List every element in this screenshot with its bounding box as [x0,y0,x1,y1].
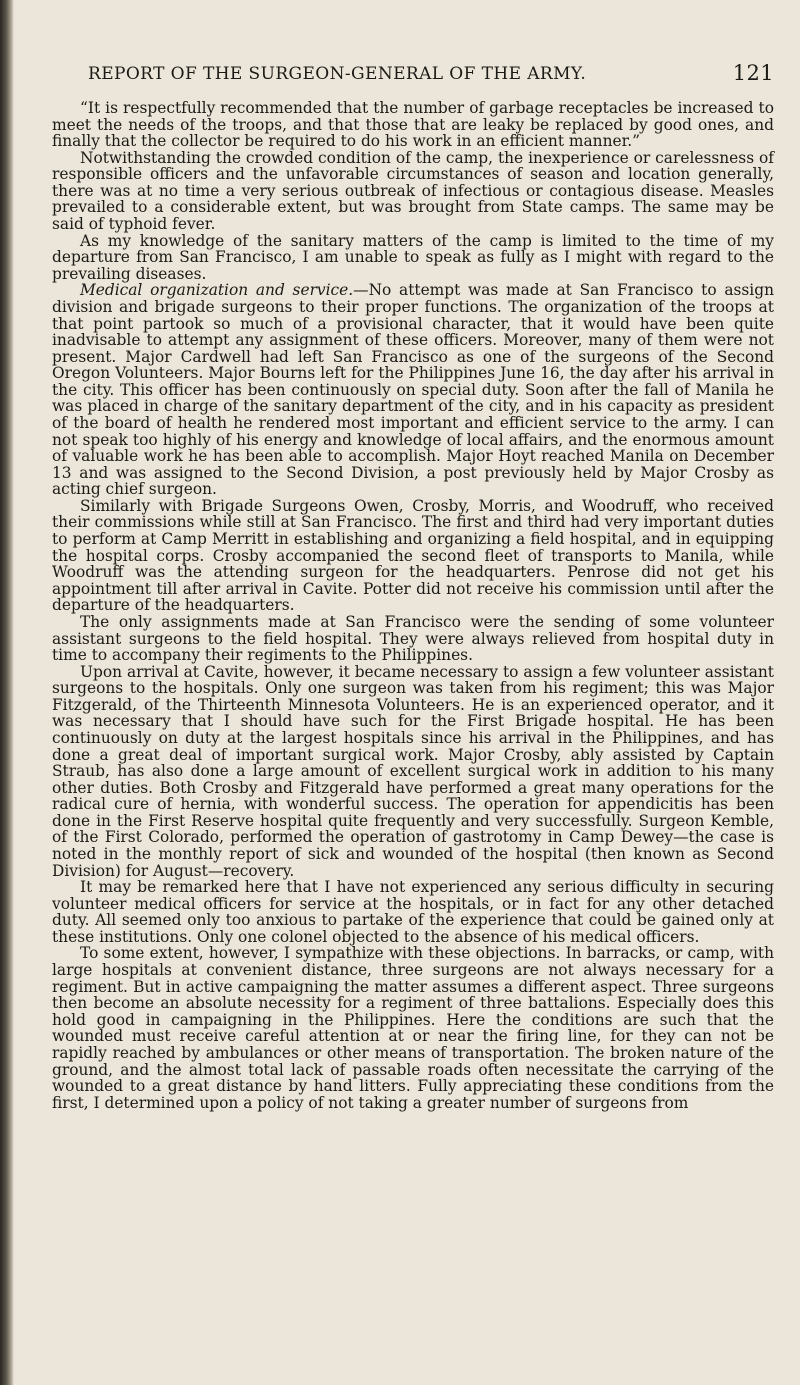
paragraph-cavite-arrival [52,664,774,880]
paragraph-volunteer-officers [52,879,774,945]
paragraph-text: To some extent, however, I sympathize with these objections. In barracks, or camp, with large hospitals at convenient distance, three surgeons are not always necessary for a regiment. But in active campaigning the matter assumes a different aspect. Three surgeons then become an absolute necessity for a regiment of three battalions. Especially does this hold good in campaigning in the Philippines. Here the conditions are such that the wounded must receive careful attention at or near the firing line, for they can not be rapidly reached by ambulances or other means of transportation. The broken nature of the ground, and the almost total lack of passable roads often necessitate the carrying of the wounded to a great distance by hand litters. Fully appreciating these conditions from the first, I determined upon a policy of not taking a greater number of surgeons from [52,944,774,1112]
paragraph-text: “It is respectfully recommended that the number of garbage receptacles be increased to meet the needs of the troops, and that those that are leaky be replaced by good ones, and finally that the collector be required to do his work in an efficient manner.” [52,99,774,151]
paragraph-text: As my knowledge of the sanitary matters of the camp is limited to the time of my departure from San Francisco, I am unable to speak as fully as I might with regard to the prevailing diseases. [52,231,774,283]
paragraph-camp-condition [52,150,774,233]
paragraph-text: Similarly with Brigade Surgeons Owen, Crosby, Morris, and Woodruff, who received their commissions while still at San Francisco. The first and third had very important duties to perform at Camp Merritt in establishing and organizing a field hospital, and in equipping the hospital corps. Crosby accompanied the second fleet of transports to Manila, while Woodruff was the attending surgeon for the headquarters. Penrose did not get his appointment till after arrival in Cavite. Potter did not receive his commission until after the departure of the headquarters. [52,496,774,615]
paragraph-text: —No attempt was made at San Francisco to assign division and brigade surgeons to their proper functions. The organization of the troops at that point partook so much of a provisional character, that it would have been quite inadvisable to attempt any assignment of these officers. Moreover, many of them were not present. Major Cardwell had left San Francisco as one of the surgeons of the Second Oregon Volunteers. Major Bourns left for the Philippines June 16, the day after his arrival in the city. This officer has been continuously on special duty. Soon after the fall of Manila he was placed in charge of the sanitary department of the city, and in his capacity as president of the board of health he rendered most important and efficient service to the army. I can not speak too highly of his energy and knowledge of local affairs, and the enormous amount of valuable work he has been able to accomplish. Major Hoyt reached Manila on December 13 and was assigned to the Second Division, a post previously held by Major Crosby as acting chief surgeon. [52,281,774,499]
running-head-title: REPORT OF THE SURGEON-GENERAL OF THE ARMY. [88,64,587,84]
paragraph-text: Notwithstanding the crowded condition of the camp, the inexperience or carelessness of responsible officers and the unfavorable circumstances of season and location generally, there was at no time a very serious outbreak of infectious or contagious disease. Measles prevailed to a considerable extent, but was brought from State camps. The same may be said of typhoid fever. [52,148,774,234]
running-head [84,61,774,90]
paragraph-brigade-surgeons [52,498,774,614]
paragraph-text: It may be remarked here that I have not experienced any serious difficulty in securing volunteer medical officers for service at the hospitals, or in fact for any other detached duty. All seemed only too anxious to partake of the experience that could be gained only at these institutions. Only one colonel objected to the absence of his medical officers. [52,878,774,946]
paragraph-assignments [52,614,774,664]
paragraph-quote-garbage [52,100,774,150]
paragraph-text: Upon arrival at Cavite, however, it became necessary to assign a few volunteer assistant surgeons to the hospitals. Only one surgeon was taken from his regiment; this was Major Fitzgerald, of the Thirteenth Minnesota Volunteers. He is an experienced operator, and it was necessary that I should have such for the First Brigade hospital. He has been continuously on duty at the largest hospitals since his arrival in the Philippines, and has done a great deal of important surgical work. Major Crosby, ably assisted by Captain Straub, has also done a large amount of excellent surgical work in addition to his many other duties. Both Crosby and Fitzgerald have performed a great many operations for the radical cure of hernia, with wonderful success. The operation for appendicitis has been done in the First Reserve hospital quite frequently and very successfully. Surgeon Kemble, of the First Colorado, performed the operation of gastrotomy in Camp Dewey—the case is noted in the monthly report of sick and wounded of the hospital (then known as Second Division) for August—recovery. [52,662,774,880]
paragraph-sanitary-knowledge [52,233,774,283]
paragraph-medical-organization [52,282,774,498]
paragraph-objections [52,945,774,1111]
page-number: 121 [732,61,774,85]
page-binding-edge [0,0,14,1385]
paragraph-text: The only assignments made at San Francisco were the sending of some volunteer assistant surgeons to the field hospital. They were always relieved from hospital duty in time to accompany their regiments to the Philippines. [52,612,774,665]
section-heading: Medical organization and service. [80,281,354,300]
body-text [52,100,774,1111]
